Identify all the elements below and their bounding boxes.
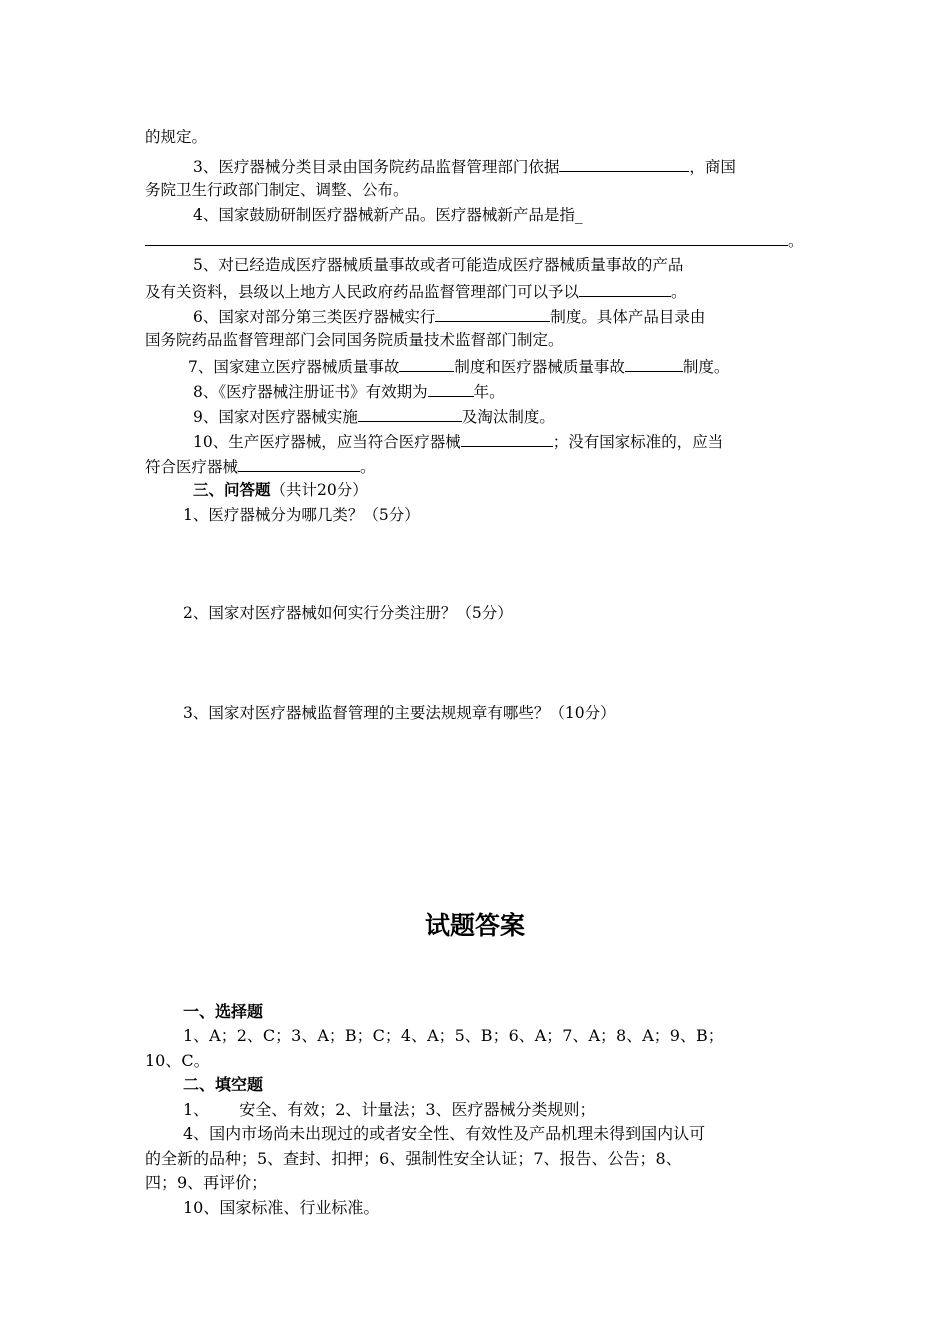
text-line (145, 127, 207, 147)
section-heading-essay (193, 480, 368, 500)
text-line (145, 455, 376, 477)
question-fill-5 (193, 255, 683, 275)
answer-number: 1、 (183, 1100, 210, 1119)
question-text: 5、对已经造成医疗器械质量事故或者可能造成医疗器械质量事故的产品 (193, 256, 684, 274)
question-text: 年。 (473, 383, 505, 401)
answer-blank (358, 405, 462, 422)
answer-line: 4、国内市场尚未出现过的或者安全性、有效性及产品机理未得到国内认可 (183, 1124, 706, 1143)
answer-blank (579, 280, 671, 297)
answer-blank (399, 355, 454, 372)
question-fill-8 (193, 380, 505, 402)
question-text: 10、生产医疗器械，应当符合医疗器械 (193, 433, 461, 451)
question-text: 9、国家对医疗器械实施 (193, 408, 358, 426)
question-text: 3、医疗器械分类目录由国务院药品监督管理部门依据 (193, 158, 560, 176)
essay-question-2 (183, 603, 513, 623)
question-text: 4、国家鼓励研制医疗器械新产品。医疗器械新产品是指_ (193, 206, 583, 224)
answer-blank (238, 455, 360, 472)
answer-line: 1、A；2、C；3、A；B；C；4、A；5、B；6、A；7、A；8、A；9、B； (183, 1026, 724, 1045)
line-text: 的规定。 (145, 128, 208, 146)
question-fill-3 (193, 155, 736, 177)
question-text: 1、医疗器械分为哪几类？（5分） (183, 506, 420, 524)
answer-line: 的全新的品种；5、查封、扣押；6、强制性安全认证；7、报告、公告；8、 (145, 1149, 682, 1168)
text-line (145, 280, 687, 302)
question-text: ，商国 (689, 158, 736, 176)
answer-text: 安全、有效；2、计量法；3、医疗器械分类规则； (239, 1100, 596, 1119)
answer-blank (145, 229, 788, 246)
answer-line (145, 229, 804, 251)
answer-blank (435, 305, 550, 322)
answers-section-choice: 一、选择题 (183, 1002, 264, 1021)
heading-note: （共计20分） (270, 481, 368, 499)
question-text: 制度。具体产品目录由 (550, 308, 706, 326)
question-fill-9 (193, 405, 555, 427)
text-line (145, 180, 409, 200)
line-text: 。 (671, 283, 687, 301)
line-text: 符合医疗器械 (145, 458, 239, 476)
heading-text: 三、问答题 (193, 480, 271, 499)
question-text: 8、《医疗器械注册证书》有效期为 (193, 383, 428, 401)
line-text: 。 (360, 458, 376, 476)
question-text: 3、国家对医疗器械监督管理的主要法规规章有哪些？（10分） (183, 704, 616, 722)
question-text: 7、国家建立医疗器械质量事故 (188, 358, 400, 376)
line-text: 国务院药品监督管理部门会同国务院质量技术监督部门制定。 (145, 331, 564, 349)
question-text: ；没有国家标准的，应当 (552, 433, 724, 451)
line-text: 。 (788, 232, 804, 250)
answer-blank (625, 355, 683, 372)
answer-line: 10、C。 (145, 1051, 210, 1070)
question-fill-7 (188, 355, 729, 377)
question-text: 6、国家对部分第三类医疗器械实行 (193, 308, 436, 326)
question-fill-4 (193, 205, 583, 225)
question-fill-10 (193, 430, 723, 452)
answer-line: 四；9、再评价； (145, 1173, 268, 1192)
line-text: 务院卫生行政部门制定、调整、公布。 (145, 181, 409, 199)
question-text: 制度。 (682, 358, 730, 376)
essay-question-1 (183, 505, 420, 525)
question-text: 2、国家对医疗器械如何实行分类注册？（5分） (183, 604, 513, 622)
answer-blank (559, 155, 689, 172)
question-text: 制度和医疗器械质量事故 (454, 358, 625, 376)
answer-blank (428, 380, 474, 397)
text-line (145, 330, 564, 350)
answer-line (183, 1100, 596, 1120)
answer-line: 10、国家标准、行业标准。 (183, 1198, 380, 1217)
essay-question-3 (183, 703, 616, 723)
question-text: 及淘汰制度。 (461, 408, 555, 426)
answer-blank (461, 430, 553, 447)
answers-title: 试题答案 (424, 911, 525, 940)
line-text: 及有关资料，县级以上地方人民政府药品监督管理部门可以予以 (145, 283, 580, 301)
answers-section-fill: 二、填空题 (183, 1075, 264, 1094)
question-fill-6 (193, 305, 705, 327)
